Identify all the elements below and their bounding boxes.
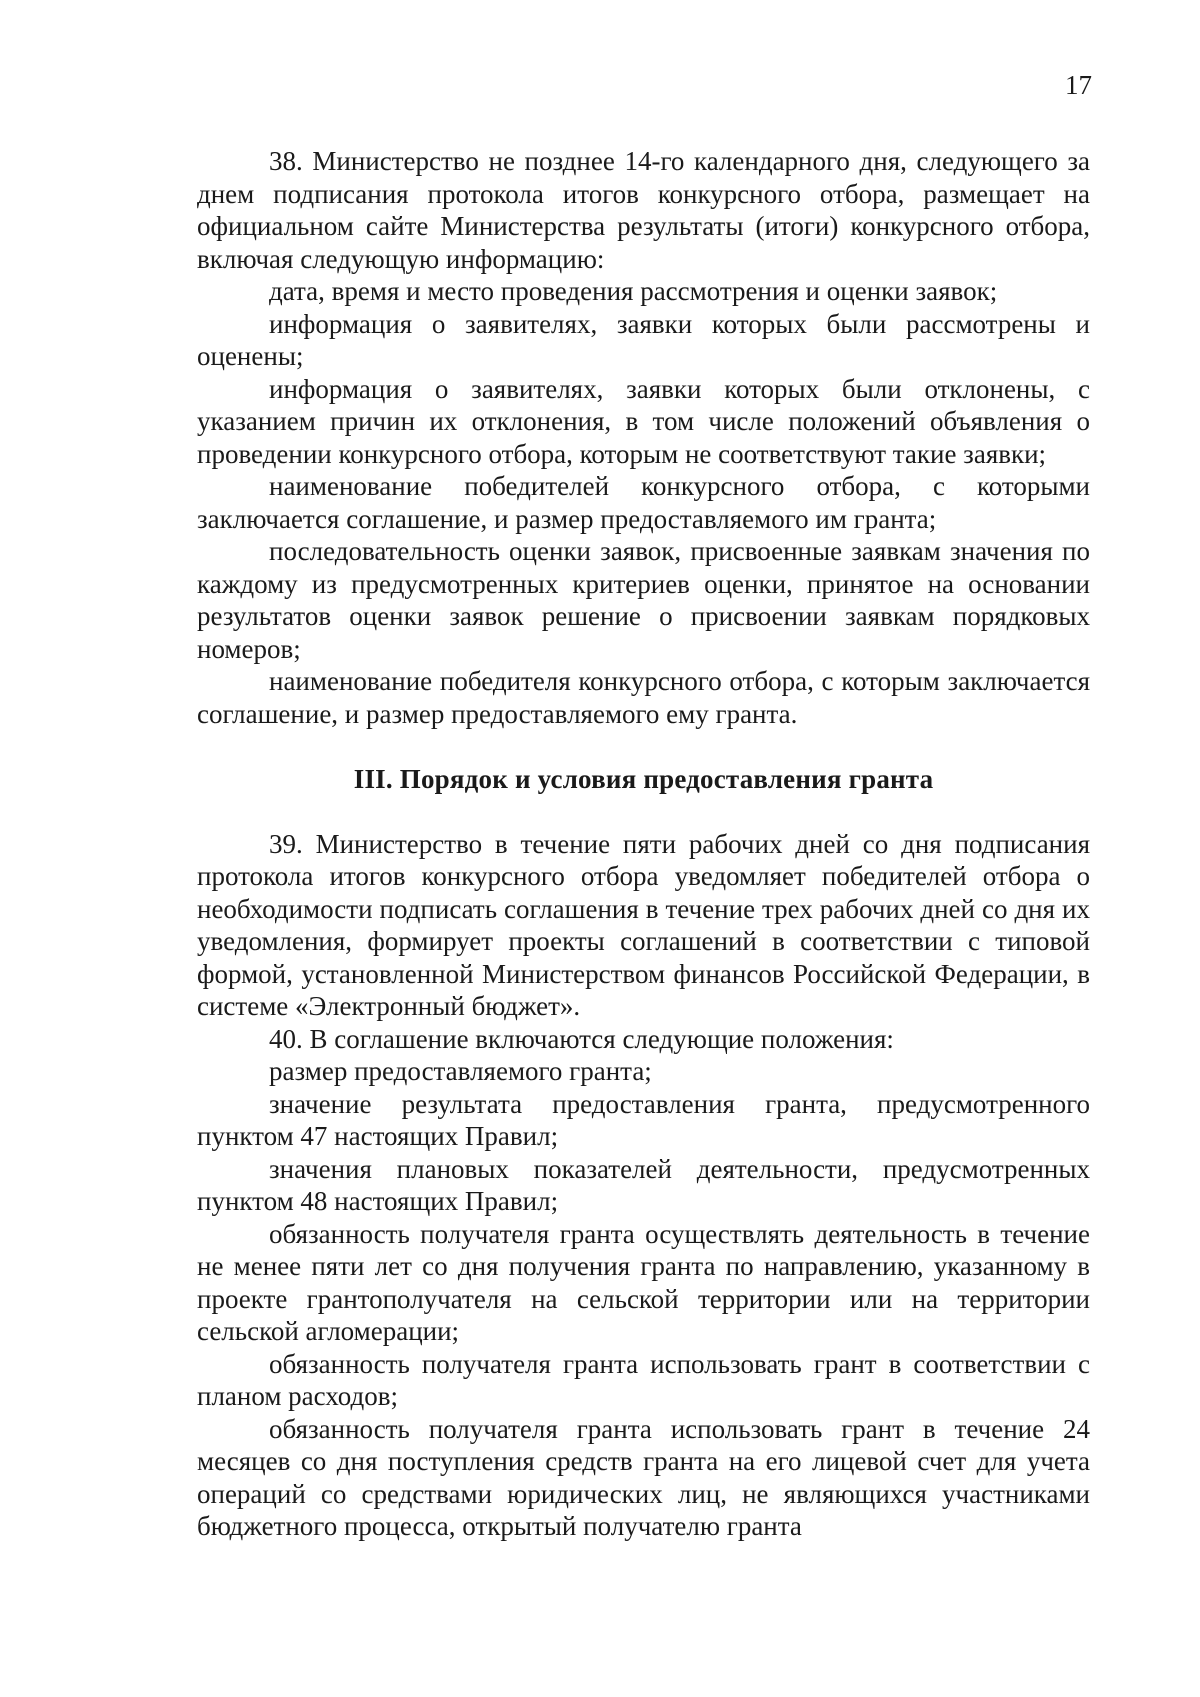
page-number: 17 <box>1065 70 1092 100</box>
list-item-date-time-place: дата, время и место проведения рассмотрения и оценки заявок; <box>269 276 998 306</box>
list-item-24-months-obligation: обязанность получателя гранта использовать грант в течение 24 месяцев со дня поступления средств гранта на его лицевой счет для учета операций со средствами юридических лиц, не являющихся участниками бюджетного процесса, открытый получателю гранта <box>197 1413 1090 1541</box>
list-item-winner: наименование победителя конкурсного отбора, с которым заключается соглашение, и размер предоставляемого ему гранта. <box>197 666 1090 729</box>
list-item-grant-size: размер предоставляемого гранта; <box>269 1056 652 1086</box>
list-item-activity-obligation: обязанность получателя гранта осуществлять деятельность в течение не менее пяти лет со дня получения гранта по направлению, указанному в проекте грантополучателя на сельской территории или на территории сельской агломерации; <box>197 1218 1090 1346</box>
list-item-result-value: значение результата предоставления гранта, предусмотренного пунктом 47 настоящих Правил; <box>197 1088 1090 1151</box>
list-item-winners: наименование победителей конкурсного отбора, с которыми заключается соглашение, и размер предоставляемого им гранта; <box>197 471 1090 534</box>
section-heading: III. Порядок и условия предоставления гранта <box>353 764 934 794</box>
paragraph-39: 39. Министерство в течение пяти рабочих дней со дня подписания протокола итогов конкурсного отбора уведомляет победителей отбора о необходимости подписать соглашения в течение трех рабочих дней со дня их уведомления, формирует проекты соглашений в соответствии с типовой формой, установленной Министерством финансов Российской Федерации, в системе «Электронный бюджет». <box>197 828 1090 1021</box>
list-item-applicants-reviewed: информация о заявителях, заявки которых были рассмотрены и оценены; <box>197 308 1090 371</box>
list-item-evaluation-sequence: последовательность оценки заявок, присвоенные заявкам значения по каждому из предусмотренных критериев оценки, принятое на основании результатов оценки заявок решение о присвоении заявкам порядковых номеров; <box>197 536 1090 664</box>
document-body <box>197 145 1090 1543</box>
paragraph-38: 38. Министерство не позднее 14-го календарного дня, следующего за днем подписания протокола итогов конкурсного отбора, размещает на официальном сайте Министерства результаты (итоги) конкурсного отбора, включая следующую информацию: <box>197 146 1090 274</box>
paragraph-40: 40. В соглашение включаются следующие положения: <box>269 1023 894 1054</box>
list-item-expense-plan-obligation: обязанность получателя гранта использовать грант в соответствии с планом расходов; <box>197 1348 1090 1411</box>
list-item-plan-indicators: значения плановых показателей деятельности, предусмотренных пунктом 48 настоящих Правил; <box>197 1153 1090 1216</box>
list-item-applicants-rejected: информация о заявителях, заявки которых были отклонены, с указанием причин их отклонения, в том числе положений объявления о проведении конкурсного отбора, которым не соответствуют такие заявки; <box>197 373 1090 469</box>
